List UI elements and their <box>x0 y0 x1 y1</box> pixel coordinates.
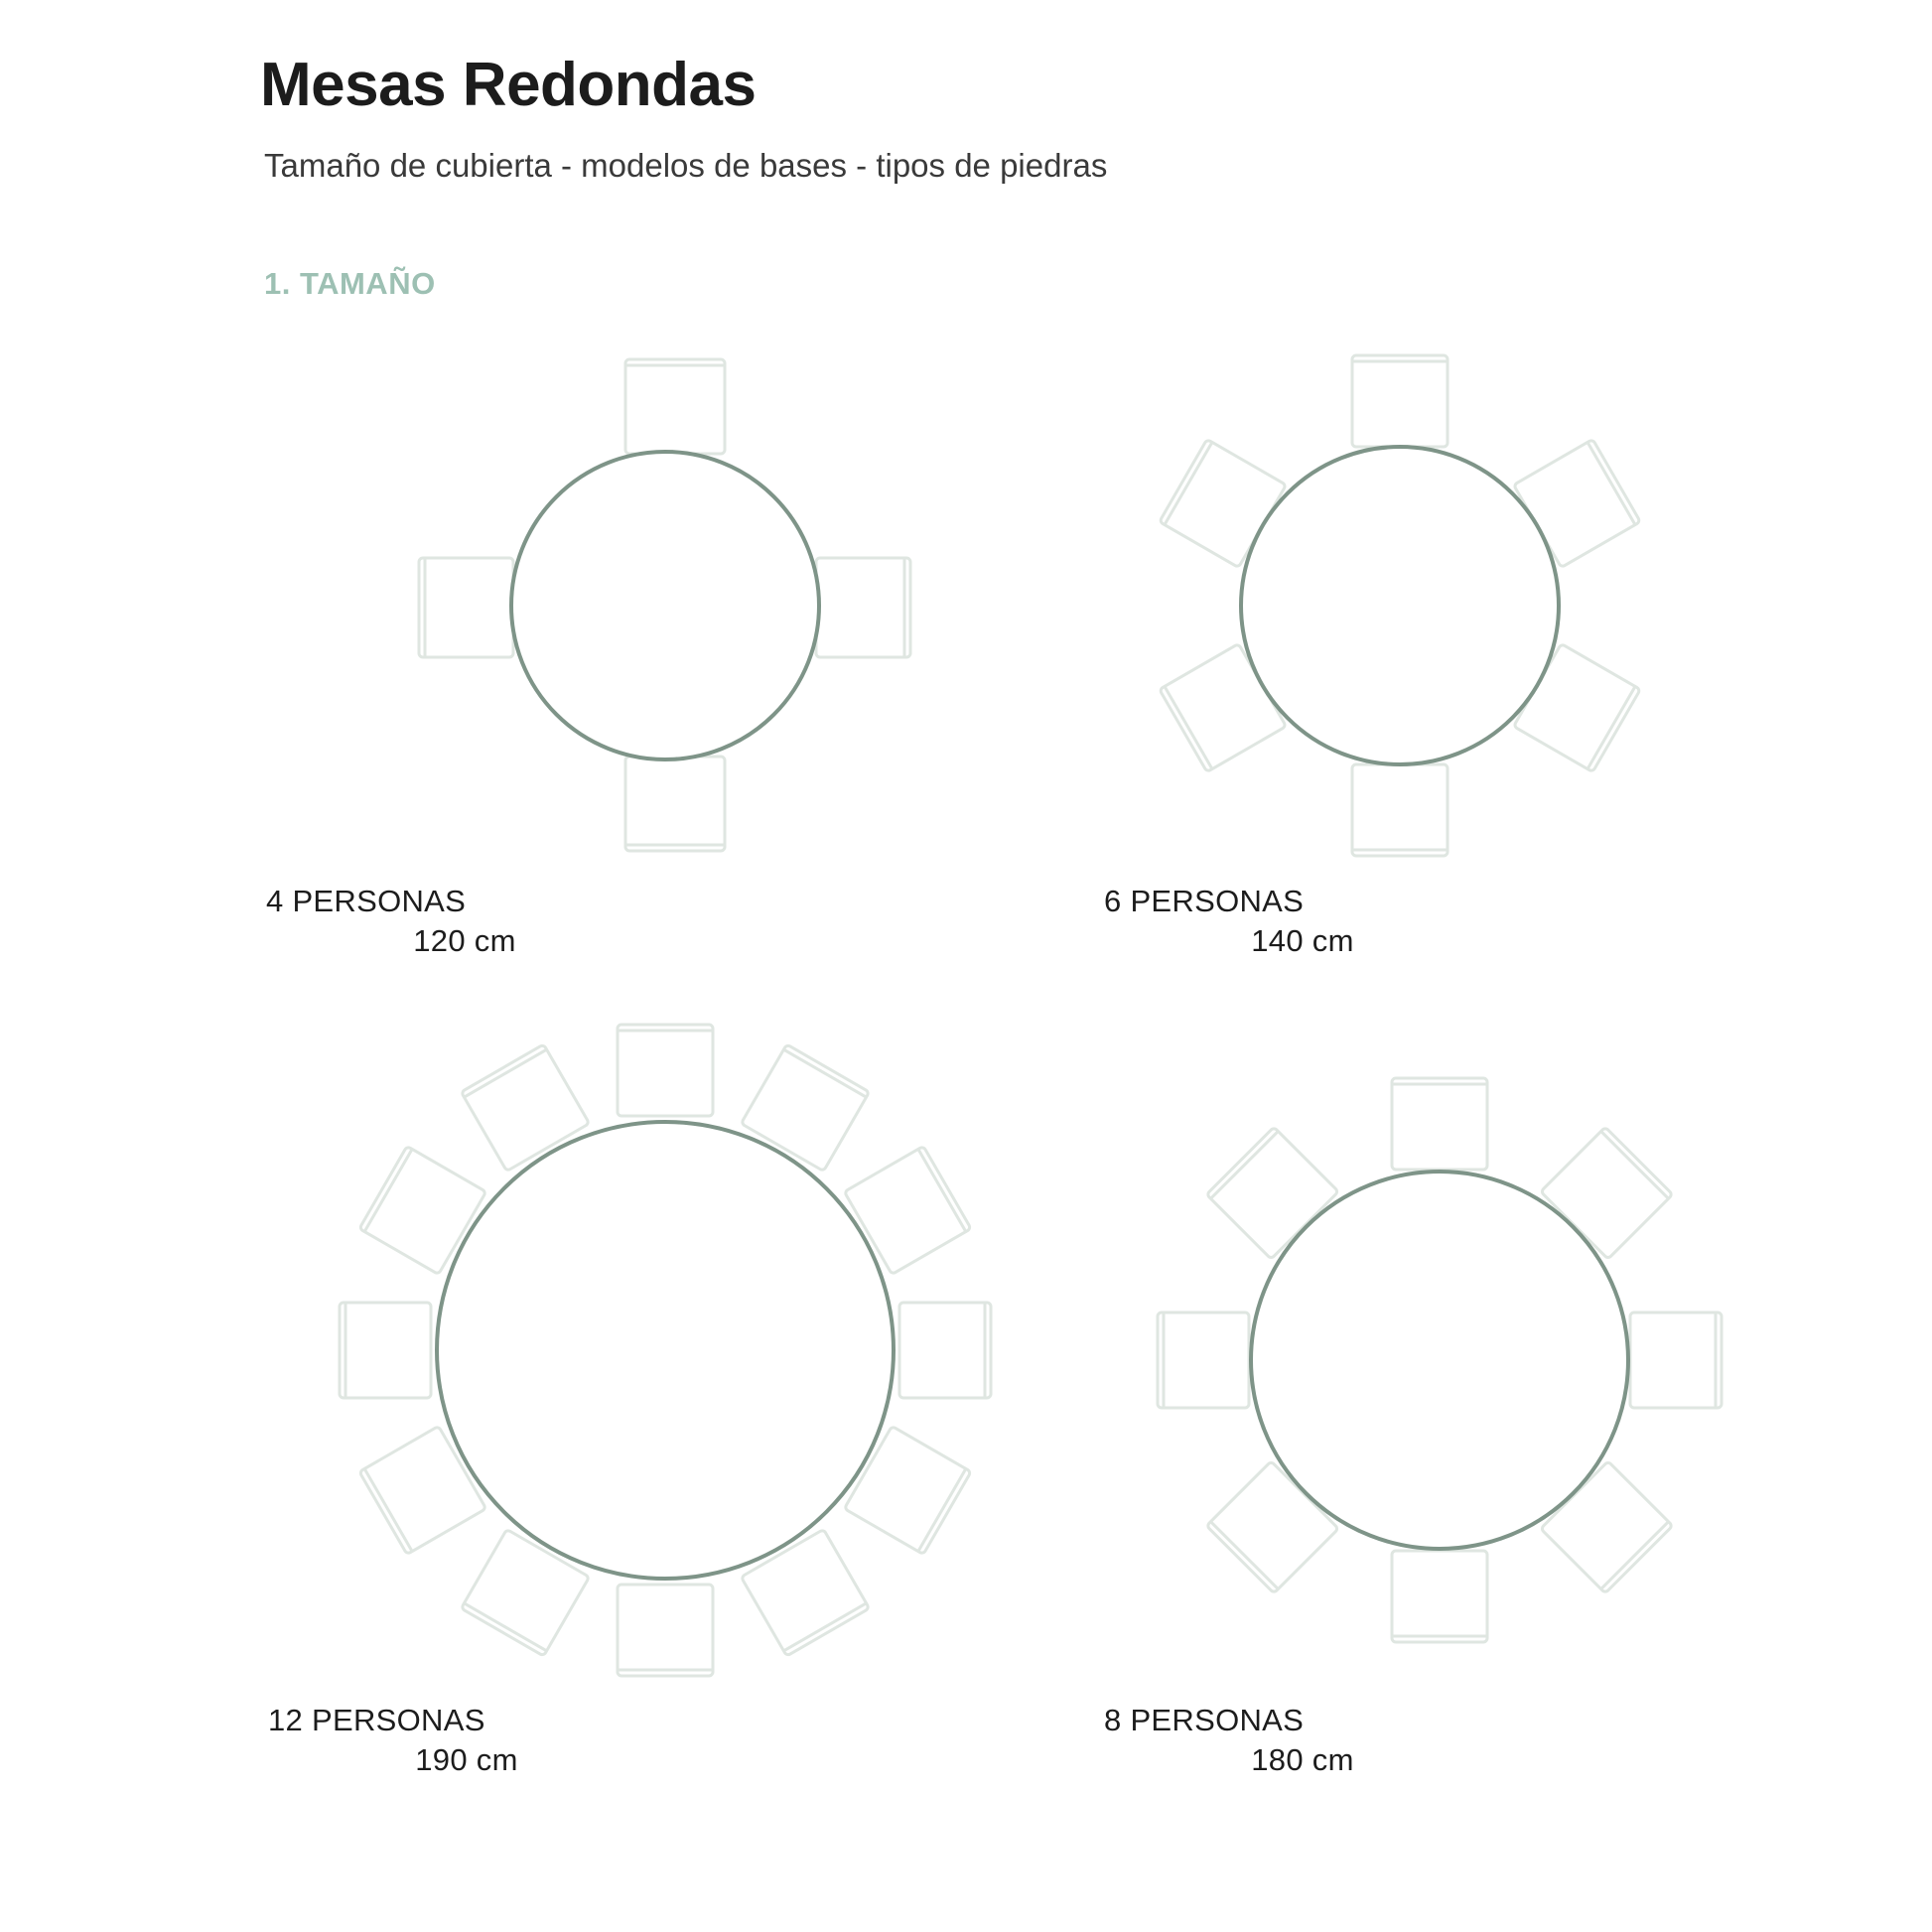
diagram-table-8 <box>1132 1052 1747 1668</box>
table-top-12 <box>437 1122 894 1579</box>
diagram-table-6 <box>1122 328 1678 884</box>
table-top-6 <box>1241 447 1559 764</box>
caption-seats-12: 12 PERSONAS <box>268 1703 485 1737</box>
caption-seats-8: 8 PERSONAS <box>1104 1703 1305 1737</box>
caption-diameter-4: 120 cm <box>413 923 516 958</box>
caption-seats-4: 4 PERSONAS <box>266 884 467 918</box>
caption-seats-6: 6 PERSONAS <box>1104 884 1305 918</box>
table-top-4 <box>511 452 819 759</box>
table-top-8 <box>1251 1172 1628 1549</box>
table-12-svg <box>318 1003 1013 1698</box>
caption-table-4 <box>266 884 663 959</box>
page-subtitle: Tamaño de cubierta - modelos de bases - tipos de piedras <box>264 147 1108 184</box>
section-label-tamano: 1. TAMAÑO <box>264 266 436 301</box>
table-4-svg <box>387 328 943 884</box>
diagram-table-12 <box>318 1003 1013 1698</box>
caption-diameter-8: 180 cm <box>1251 1742 1354 1777</box>
diagram-table-4 <box>387 328 943 884</box>
caption-table-6 <box>1104 884 1501 959</box>
caption-diameter-12: 190 cm <box>415 1742 518 1777</box>
caption-table-8 <box>1104 1703 1501 1778</box>
table-6-svg <box>1122 328 1678 884</box>
table-8-svg <box>1132 1052 1747 1668</box>
caption-table-12 <box>268 1703 665 1778</box>
page-title: Mesas Redondas <box>260 51 757 119</box>
caption-diameter-6: 140 cm <box>1251 923 1354 958</box>
